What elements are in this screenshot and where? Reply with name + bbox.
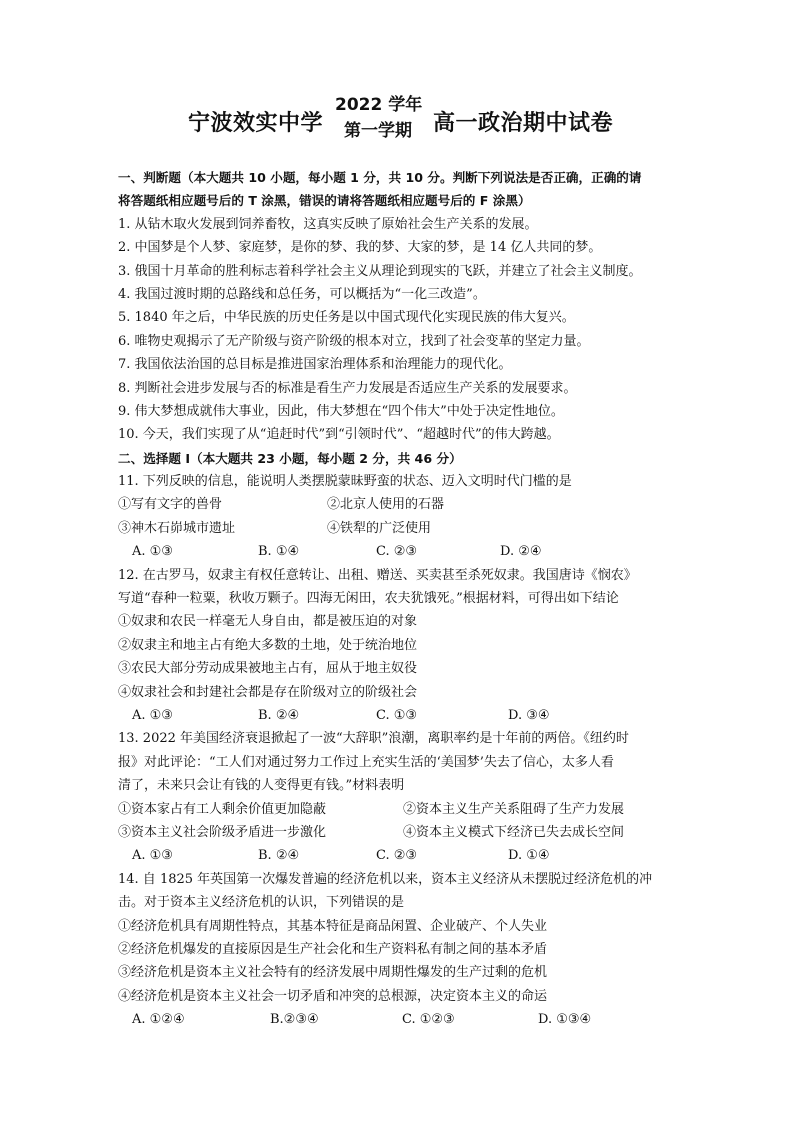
judge-item: 5. 1840 年之后，中华民族的历史任务是以中国式现代化实现民族的伟大复兴。 xyxy=(118,310,575,326)
q14-choice-d: D. ①③④ xyxy=(538,1012,592,1028)
q11-option-3: ③神木石峁城市遗址 xyxy=(118,520,236,536)
exam-body xyxy=(118,166,684,1031)
q13-option-1: ①资本家占有工人剩余价值更加隐蔽 xyxy=(118,801,327,817)
q12-stem-cont: 写道“春种一粒粟，秋收万颗子。四海无闲田，农夫犹饿死。”根据材料，可得出如下结论 xyxy=(118,591,619,607)
q14-option-4: ④经济危机是资本主义社会一切矛盾和冲突的总根源，决定资本主义的命运 xyxy=(118,988,548,1004)
school-name: 宁波效实中学 xyxy=(188,111,324,136)
q12-option-3: ③农民大部分劳动成果被地主占有，屈从于地主奴役 xyxy=(118,661,418,677)
judge-item: 3. 俄国十月革命的胜利标志着科学社会主义从理论到现实的飞跃，并建立了社会主义制度。 xyxy=(118,263,642,279)
q11-choices xyxy=(118,540,684,563)
q11-choice-d: D. ②④ xyxy=(500,544,542,560)
q13-choice-a: A. ①③ xyxy=(132,848,173,864)
q11-option-2: ②北京人使用的石器 xyxy=(327,497,445,513)
judge-item: 10. 今天，我们实现了从“追赶时代”到“引领时代”、“超越时代”的伟大跨越。 xyxy=(118,427,560,443)
q12-choice-d: D. ③④ xyxy=(508,707,550,723)
q11-option-1: ①写有文字的兽骨 xyxy=(118,497,223,513)
judge-item: 7. 我国依法治国的总目标是推进国家治理体系和治理能力的现代化。 xyxy=(118,357,512,373)
q11-stem: 11. 下列反映的信息，能说明人类摆脱蒙昧野蛮的状态、迈入文明时代门槛的是 xyxy=(118,474,572,490)
q12-choice-a: A. ①③ xyxy=(132,707,173,723)
semester: 第一学期 xyxy=(344,121,412,141)
q11-options-row2 xyxy=(118,517,684,540)
q14-option-1: ①经济危机具有周期性特点，其基本特征是商品闲置、企业破产、个人失业 xyxy=(118,918,548,934)
judge-item: 1. 从钻木取火发展到饲养畜牧，这真实反映了原始社会生产关系的发展。 xyxy=(118,216,538,232)
judge-item: 2. 中国梦是个人梦、家庭梦，是你的梦、我的梦、大家的梦，是 14 亿人共同的梦。 xyxy=(118,240,602,256)
judge-item: 4. 我国过渡时期的总路线和总任务，可以概括为“一化三改造”。 xyxy=(118,286,486,302)
q14-option-3: ③经济危机是资本主义社会特有的经济发展中周期性爆发的生产过剩的危机 xyxy=(118,965,548,981)
term-block xyxy=(335,92,421,144)
q14-choice-a: A. ①②④ xyxy=(132,1012,185,1028)
q14-stem-cont: 击。对于资本主义经济危机的认识，下列错误的是 xyxy=(118,895,405,911)
exam-title xyxy=(0,92,794,148)
section2-heading: 二、选择题 I（本大题共 23 小题，每小题 2 分，共 46 分） xyxy=(118,450,462,466)
q14-option-2: ②经济危机爆发的直接原因是生产社会化和生产资料私有制之间的基本矛盾 xyxy=(118,941,548,957)
school-year: 2022 学年 xyxy=(335,95,423,115)
exam-name: 高一政治期中试卷 xyxy=(433,111,614,136)
q11-options-row1 xyxy=(118,493,684,516)
section1-heading: 一、判断题（本大题共 10 小题，每小题 1 分，共 10 分。判断下列说法是否正确，正确的请 xyxy=(118,170,642,185)
q13-choice-c: C. ②③ xyxy=(376,848,418,864)
q11-choice-a: A. ①③ xyxy=(132,544,173,560)
q13-stem-cont: 清了，未来只会让有钱的人变得更有钱。”材料表明 xyxy=(118,778,405,794)
q13-stem: 13. 2022 年美国经济衰退掀起了一波“大辞职”浪潮，离职率约是十年前的两倍。《纽约时 xyxy=(118,731,629,747)
q13-option-2: ②资本主义生产关系阻碍了生产力发展 xyxy=(403,801,625,817)
q11-choice-c: C. ②③ xyxy=(376,544,418,560)
judge-item: 9. 伟大梦想成就伟大事业，因此，伟大梦想在“四个伟大”中处于决定性地位。 xyxy=(118,403,564,419)
q14-choice-c: C. ①②③ xyxy=(402,1012,455,1028)
q12-choice-c: C. ①③ xyxy=(376,707,418,723)
q12-choices xyxy=(118,704,684,727)
q13-options-row2 xyxy=(118,821,684,844)
q12-option-2: ②奴隶主和地主占有绝大多数的土地，处于统治地位 xyxy=(118,637,418,653)
q13-option-3: ③资本主义社会阶级矛盾进一步激化 xyxy=(118,824,327,840)
q12-stem: 12. 在古罗马，奴隶主有权任意转让、出租、赠送、买卖甚至杀死奴隶。我国唐诗《悯农》 xyxy=(118,567,637,583)
judge-item: 8. 判断社会进步发展与否的标准是看生产力发展是否适应生产关系的发展要求。 xyxy=(118,380,577,396)
q11-choice-b: B. ①④ xyxy=(258,544,300,560)
q14-choice-b: B.②③④ xyxy=(270,1012,319,1028)
q11-option-4: ④铁犁的广泛使用 xyxy=(327,520,432,536)
q13-choice-d: D. ①④ xyxy=(508,848,550,864)
section1-heading-cont: 将答题纸相应题号后的 T 涂黑，错误的请将答题纸相应题号后的 F 涂黑） xyxy=(118,193,531,209)
q13-choices xyxy=(118,844,684,867)
q13-option-4: ④资本主义模式下经济已失去成长空间 xyxy=(403,824,625,840)
q13-stem-cont: 报》对此评论：“工人们对通过努力工作过上充实生活的‘美国梦’失去了信心，太多人看 xyxy=(118,754,614,770)
q14-stem: 14. 自 1825 年英国第一次爆发普遍的经济危机以来，资本主义经济从未摆脱过经济危机的冲 xyxy=(118,871,653,887)
q12-option-4: ④奴隶社会和封建社会都是存在阶级对立的阶级社会 xyxy=(118,684,418,700)
q13-choice-b: B. ②④ xyxy=(258,848,300,864)
judge-item: 6. 唯物史观揭示了无产阶级与资产阶级的根本对立，找到了社会变革的坚定力量。 xyxy=(118,333,590,349)
q12-option-1: ①奴隶和农民一样毫无人身自由，都是被压迫的对象 xyxy=(118,614,418,630)
q13-options-row1 xyxy=(118,798,684,821)
q12-choice-b: B. ②④ xyxy=(258,707,300,723)
q14-choices xyxy=(118,1008,684,1031)
